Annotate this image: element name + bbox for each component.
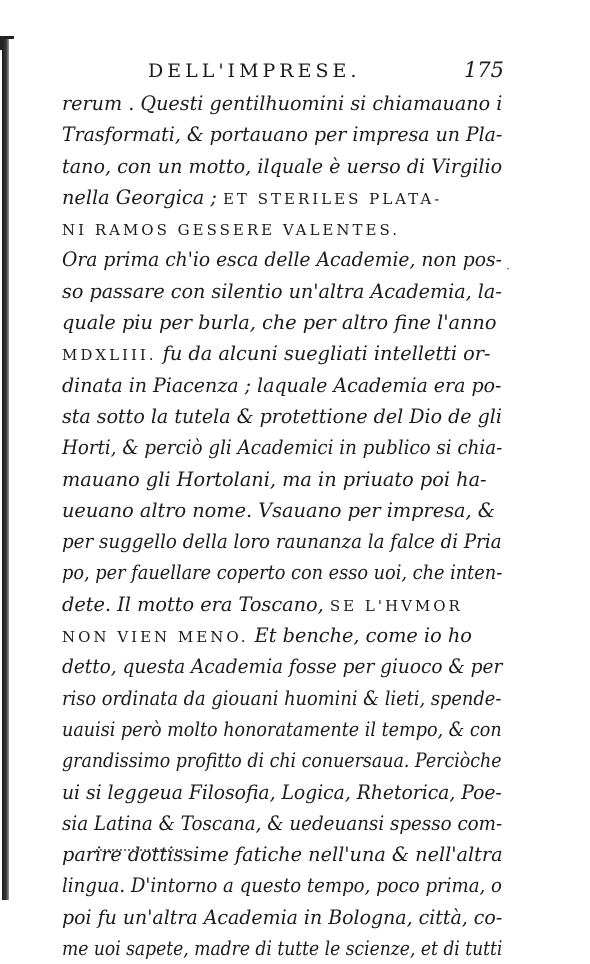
- text-line: [62, 213, 502, 244]
- text-line: [62, 683, 502, 714]
- text-line: [62, 526, 502, 557]
- text-segment: parire dottissime fatiche nell'una & nell'altra: [62, 843, 503, 867]
- small-caps-segment: MDXLIII.: [62, 346, 157, 365]
- text-line: [62, 88, 502, 119]
- text-segment: po, per fauellare coperto con esso uoi, che inten-: [62, 561, 503, 585]
- text-line: [62, 370, 502, 401]
- text-body: [62, 88, 502, 964]
- text-segment: poi fu un'altra Academia in Bologna, città, co-: [62, 905, 503, 929]
- text-segment: lingua. D'intorno a questo tempo, poco prima, o: [62, 874, 502, 898]
- text-line: [62, 151, 502, 182]
- text-line: [62, 464, 502, 495]
- text-segment: Trasformati, & portauano per impresa un Pla-: [62, 123, 503, 147]
- text-line: [62, 620, 502, 651]
- text-segment: Et benche, come io ho: [248, 624, 472, 648]
- text-line: [62, 902, 502, 933]
- text-line: [62, 870, 502, 901]
- text-line: [62, 338, 502, 369]
- text-line: [62, 307, 502, 338]
- text-segment: me uoi sapete, madre di tutte le scienze, et di tutti: [62, 937, 503, 961]
- text-segment: Horti, & perciò gli Academici in publico si chia-: [62, 436, 503, 460]
- text-segment: nella Georgica ;: [62, 185, 223, 209]
- margin-mark: ·: [506, 262, 510, 276]
- text-segment: sta sotto la tutela & protettione del Dio de gli: [62, 404, 502, 428]
- text-segment: per suggello della loro raunanza la falce di Pria: [62, 530, 502, 554]
- text-segment: rerum . Questi gentilhuomini si chiamauano i: [62, 92, 503, 115]
- text-line: [62, 119, 502, 150]
- text-segment: grandissimo profitto di chi conuersaua. Perciòche: [62, 749, 502, 773]
- text-segment: detto, questa Academia fosse per giuoco & per: [62, 655, 503, 679]
- small-caps-segment: NI RAMOS GESSERE VALENTES.: [62, 221, 400, 240]
- bottom-ink-marks: [96, 843, 186, 851]
- text-segment: ui si leggeua Filosofia, Logica, Rhetorica, Poe-: [62, 780, 502, 804]
- text-line: [62, 714, 502, 745]
- text-line: [62, 808, 502, 839]
- text-segment: sia Latina & Toscana, & uedeuansi spesso com-: [62, 811, 503, 835]
- text-segment: quale piu per burla, che per altro fine l'anno: [62, 311, 497, 335]
- text-segment: uauisi però molto honoratamente il tempo, & con: [62, 717, 502, 741]
- text-line: [62, 651, 502, 682]
- spine-corner-mark: [0, 36, 14, 50]
- small-caps-segment: SE L'HVMOR: [329, 596, 463, 615]
- page-number: 175: [463, 58, 504, 82]
- book-spine-shadow: [2, 38, 9, 900]
- text-segment: so passare con silentio un'altra Academia, la-: [62, 279, 502, 303]
- text-line: [62, 244, 502, 275]
- running-head-title: DELL'IMPRESE.: [148, 60, 361, 82]
- text-segment: dete. Il motto era Toscano,: [62, 592, 330, 616]
- text-segment: mauano gli Hortolani, ma in priuato poi ha-: [62, 467, 487, 491]
- text-line: [62, 557, 502, 588]
- text-segment: riso ordinata da giouani huomini & lieti, spende-: [62, 686, 502, 710]
- small-caps-segment: NON VIEN MENO.: [62, 628, 249, 647]
- text-line: [62, 495, 502, 526]
- text-segment: tano, con un motto, ilquale è uerso di Virgilio: [62, 154, 503, 178]
- text-segment: ueuano altro nome. Vsauano per impresa, &: [62, 498, 495, 522]
- text-line: [62, 182, 502, 213]
- text-segment: fu da alcuni suegliati intelletti or-: [156, 342, 491, 366]
- text-line: [62, 777, 502, 808]
- small-caps-segment: ET STERILES PLATA-: [222, 189, 443, 208]
- running-head: [62, 58, 502, 88]
- text-line: [62, 933, 502, 964]
- text-line: [62, 745, 502, 776]
- text-line: [62, 276, 502, 307]
- text-segment: Ora prima ch'io esca delle Academie, non pos-: [62, 248, 502, 272]
- text-segment: dinata in Piacenza ; laquale Academia era po-: [62, 373, 502, 397]
- text-line: [62, 432, 502, 463]
- text-line: [62, 589, 502, 620]
- text-line: [62, 401, 502, 432]
- book-page: [62, 58, 502, 964]
